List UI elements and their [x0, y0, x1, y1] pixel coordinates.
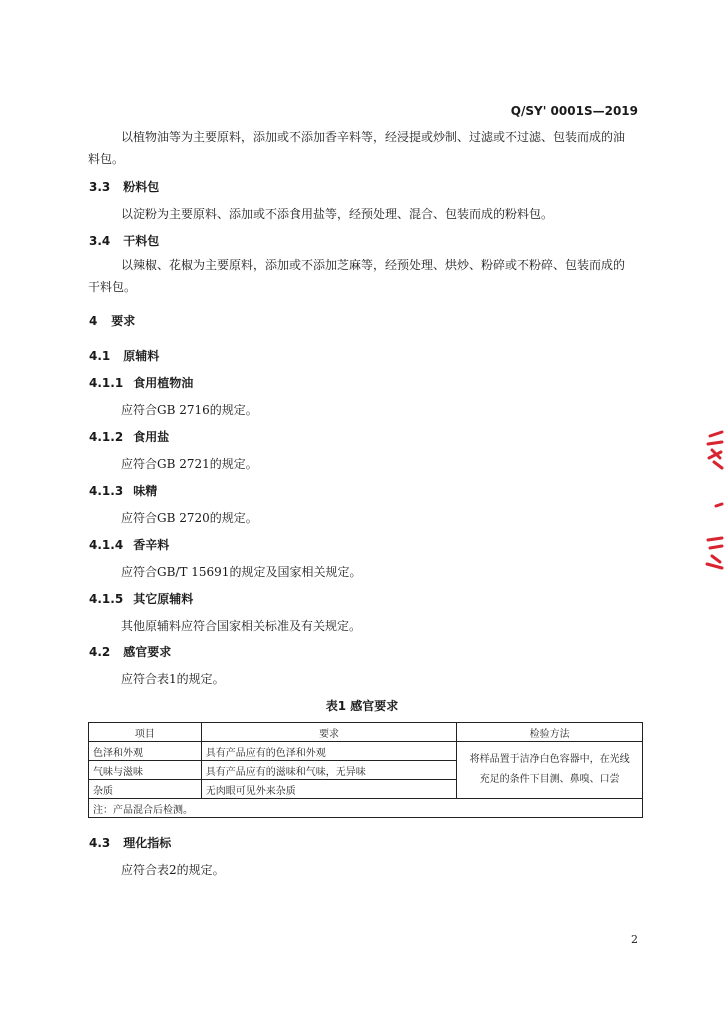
- table-cell: 杂质: [89, 780, 202, 799]
- section-3-4-text: 以辣椒、花椒为主要原料，添加或不添加芝麻等，经预处理、烘炒、粉碎或不粉碎、包装而成的干料包。: [88, 258, 626, 294]
- table-header-cell: 检验方法: [457, 723, 643, 742]
- heading-number: 4.1.4: [89, 538, 124, 552]
- heading-4-1-3: [89, 482, 157, 499]
- heading-number: 3.3: [89, 180, 111, 194]
- heading-4: [89, 312, 135, 329]
- heading-number: 3.4: [89, 234, 111, 248]
- heading-4-1: [89, 347, 159, 364]
- heading-number: 4.1.3: [89, 484, 124, 498]
- heading-title: 原辅料: [123, 349, 160, 363]
- table-row: [89, 742, 643, 761]
- heading-number: 4.1.1: [89, 376, 124, 390]
- section-4-1-5-text: 其他原辅料应符合国家相关标准及有关规定。: [121, 619, 362, 633]
- table-note: 注：产品混合后检测。: [89, 799, 643, 818]
- heading-title: 要求: [111, 314, 136, 328]
- table-cell: 具有产品应有的色泽和外观: [201, 742, 457, 761]
- seal-stamp-icon: [700, 428, 724, 578]
- section-4-2-text: 应符合表1的规定。: [121, 672, 225, 686]
- heading-number: 4.3: [89, 836, 111, 850]
- heading-number: 4.1.2: [89, 430, 124, 444]
- heading-4-1-1: [89, 374, 193, 391]
- table-header-row: [89, 723, 643, 742]
- table-cell: 无肉眼可见外来杂质: [201, 780, 457, 799]
- section-4-1-4-text: 应符合GB/T 15691的规定及国家相关规定。: [121, 565, 362, 579]
- table-cell: 具有产品应有的滋味和气味，无异味: [201, 761, 457, 780]
- heading-number: 4.1: [89, 349, 111, 363]
- heading-number: 4: [89, 314, 98, 328]
- table-cell: 气味与滋味: [89, 761, 202, 780]
- heading-4-1-4: [89, 536, 169, 553]
- heading-title: 香辛料: [133, 538, 170, 552]
- section-4-1-2-text: 应符合GB 2721的规定。: [121, 457, 258, 471]
- heading-4-3: [89, 834, 171, 851]
- heading-title: 食用盐: [133, 430, 170, 444]
- sensory-requirements-table: [88, 722, 643, 818]
- heading-3-4: [89, 232, 159, 249]
- table-header-cell: 项目: [89, 723, 202, 742]
- heading-title: 干料包: [123, 234, 160, 248]
- heading-3-3: [89, 178, 159, 195]
- section-4-3-text: 应符合表2的规定。: [121, 863, 225, 877]
- table-cell: 色泽和外观: [89, 742, 202, 761]
- heading-number: 4.2: [89, 645, 111, 659]
- table-caption: 表1 感官要求: [325, 699, 399, 713]
- section-3-3-text: 以淀粉为主要原料、添加或不添食用盐等，经预处理、混合、包装而成的粉料包。: [121, 207, 554, 221]
- intro-paragraph: 以植物油等为主要原料，添加或不添加香辛料等，经浸提或炒制、过滤或不过滤、包装而成的油料包。: [88, 130, 626, 166]
- section-4-1-3-text: 应符合GB 2720的规定。: [121, 511, 258, 525]
- heading-title: 其它原辅料: [133, 592, 194, 606]
- heading-title: 味精: [133, 484, 158, 498]
- page-number: 2: [631, 933, 638, 946]
- heading-title: 感官要求: [123, 645, 172, 659]
- table-note-row: [89, 799, 643, 818]
- heading-4-1-5: [89, 590, 193, 607]
- heading-number: 4.1.5: [89, 592, 124, 606]
- table-header-cell: 要求: [201, 723, 457, 742]
- standard-code: Q/SY' 0001S—2019: [510, 104, 638, 118]
- heading-title: 理化指标: [123, 836, 172, 850]
- heading-title: 粉料包: [123, 180, 160, 194]
- heading-4-2: [89, 643, 171, 660]
- inspection-method-cell: 将样品置于洁净白色容器中，在光线充足的条件下目测、鼻嗅、口尝: [457, 742, 643, 799]
- heading-title: 食用植物油: [133, 376, 194, 390]
- section-4-1-1-text: 应符合GB 2716的规定。: [121, 403, 258, 417]
- heading-4-1-2: [89, 428, 169, 445]
